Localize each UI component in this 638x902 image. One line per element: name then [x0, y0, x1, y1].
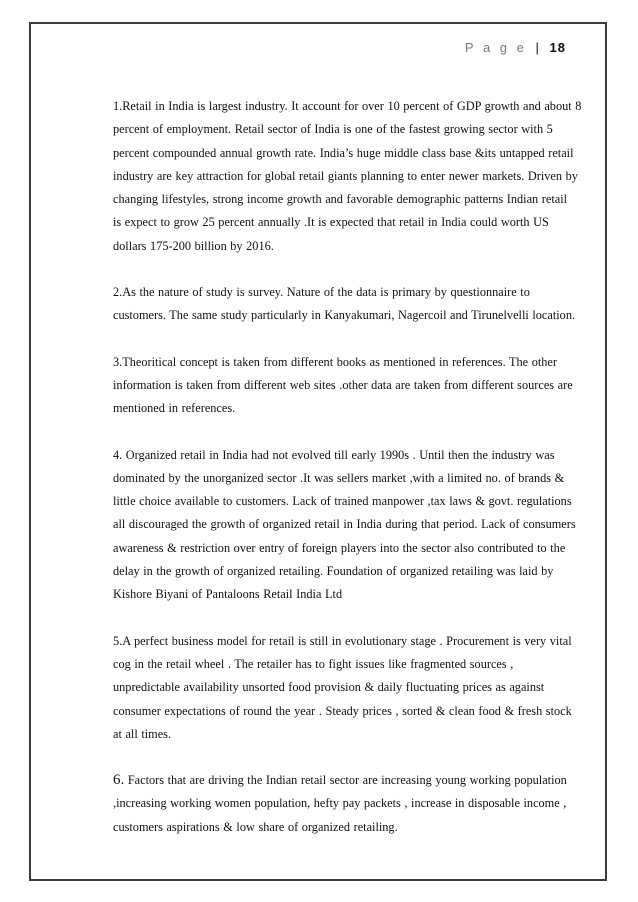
text-line: all discouraged the growth of organized retail in India during that period. Lack of consumers: [113, 517, 576, 532]
document-body: [113, 95, 601, 862]
text-line: delay in the growth of organized retailing. Foundation of organized retailing was laid by: [113, 564, 554, 579]
text-line: ,increasing working women population, hefty pay packets , increase in disposable income ,: [113, 796, 567, 811]
text-line-rest: Factors that are driving the Indian retail sector are increasing young working population: [124, 773, 567, 788]
text-line: customers. The same study particularly in Kanyakumari, Nagercoil and Tirunelvelli location.: [113, 308, 576, 323]
text-line: [113, 769, 601, 792]
text-line: consumer expectations of round the year . Steady prices , sorted & clean food & fresh stock: [113, 703, 572, 718]
page-label: P a g e: [464, 40, 527, 55]
text-line: percent compounded annual growth rate. India’s huge middle class base &its untapped retail: [113, 145, 574, 160]
paragraph-number: 6.: [113, 772, 125, 789]
text-line: 1.Retail in India is largest industry. It account for over 10 percent of GDP growth and about 8: [113, 99, 582, 113]
text-line: 5.A perfect business model for retail is still in evolutionary stage . Procurement is very vital: [113, 633, 572, 648]
paragraph-3: [113, 351, 601, 421]
text-line: 3.Theoritical concept is taken from different books as mentioned in references. The other: [113, 354, 557, 369]
paragraph-6: [113, 769, 601, 839]
text-line: percent of employment. Retail sector of India is one of the fastest growing sector with 5: [113, 122, 553, 137]
text-line: at all times.: [113, 726, 172, 741]
text-line: information is taken from different web sites .other data are taken from different sources are: [113, 377, 573, 392]
text-line: cog in the retail wheel . The retailer has to fight issues like fragmented sources ,: [113, 656, 514, 671]
text-line: awareness & restriction over entry of foreign players into the sector also contributed to the: [113, 540, 566, 555]
paragraph-1: [113, 95, 601, 258]
text-line: 4. Organized retail in India had not evolved till early 1990s . Until then the industry was: [113, 447, 555, 462]
text-line: industry are key attraction for global retail giants planning to enter newer markets. Driven by: [113, 168, 578, 183]
text-line: Kishore Biyani of Pantaloons Retail India Ltd: [113, 587, 343, 602]
text-line: little choice available to customers. Lack of trained manpower ,tax laws & govt. regulations: [113, 494, 572, 509]
page-header: [465, 40, 566, 55]
text-line: dollars 175-200 billion by 2016.: [113, 238, 274, 253]
header-separator: |: [535, 40, 539, 55]
paragraph-4: [113, 444, 601, 607]
text-line: customers aspirations & low share of organized retailing.: [113, 819, 398, 834]
text-line: changing lifestyles, strong income growth and favorable demographic patterns Indian retail: [113, 192, 568, 207]
text-line: unpredictable availability unsorted food provision & daily fluctuating prices as against: [113, 680, 545, 695]
paragraph-2: [113, 281, 601, 328]
paragraph-5: [113, 630, 601, 746]
page-number: 18: [549, 40, 566, 55]
text-line: is expect to grow 25 percent annually .It is expected that retail in India could worth US: [113, 215, 549, 230]
text-line: mentioned in references.: [113, 401, 236, 416]
text-line: dominated by the unorganized sector .It was sellers market ,with a limited no. of brands &: [113, 470, 565, 485]
text-line: 2.As the nature of study is survey. Nature of the data is primary by questionnaire to: [113, 285, 530, 300]
